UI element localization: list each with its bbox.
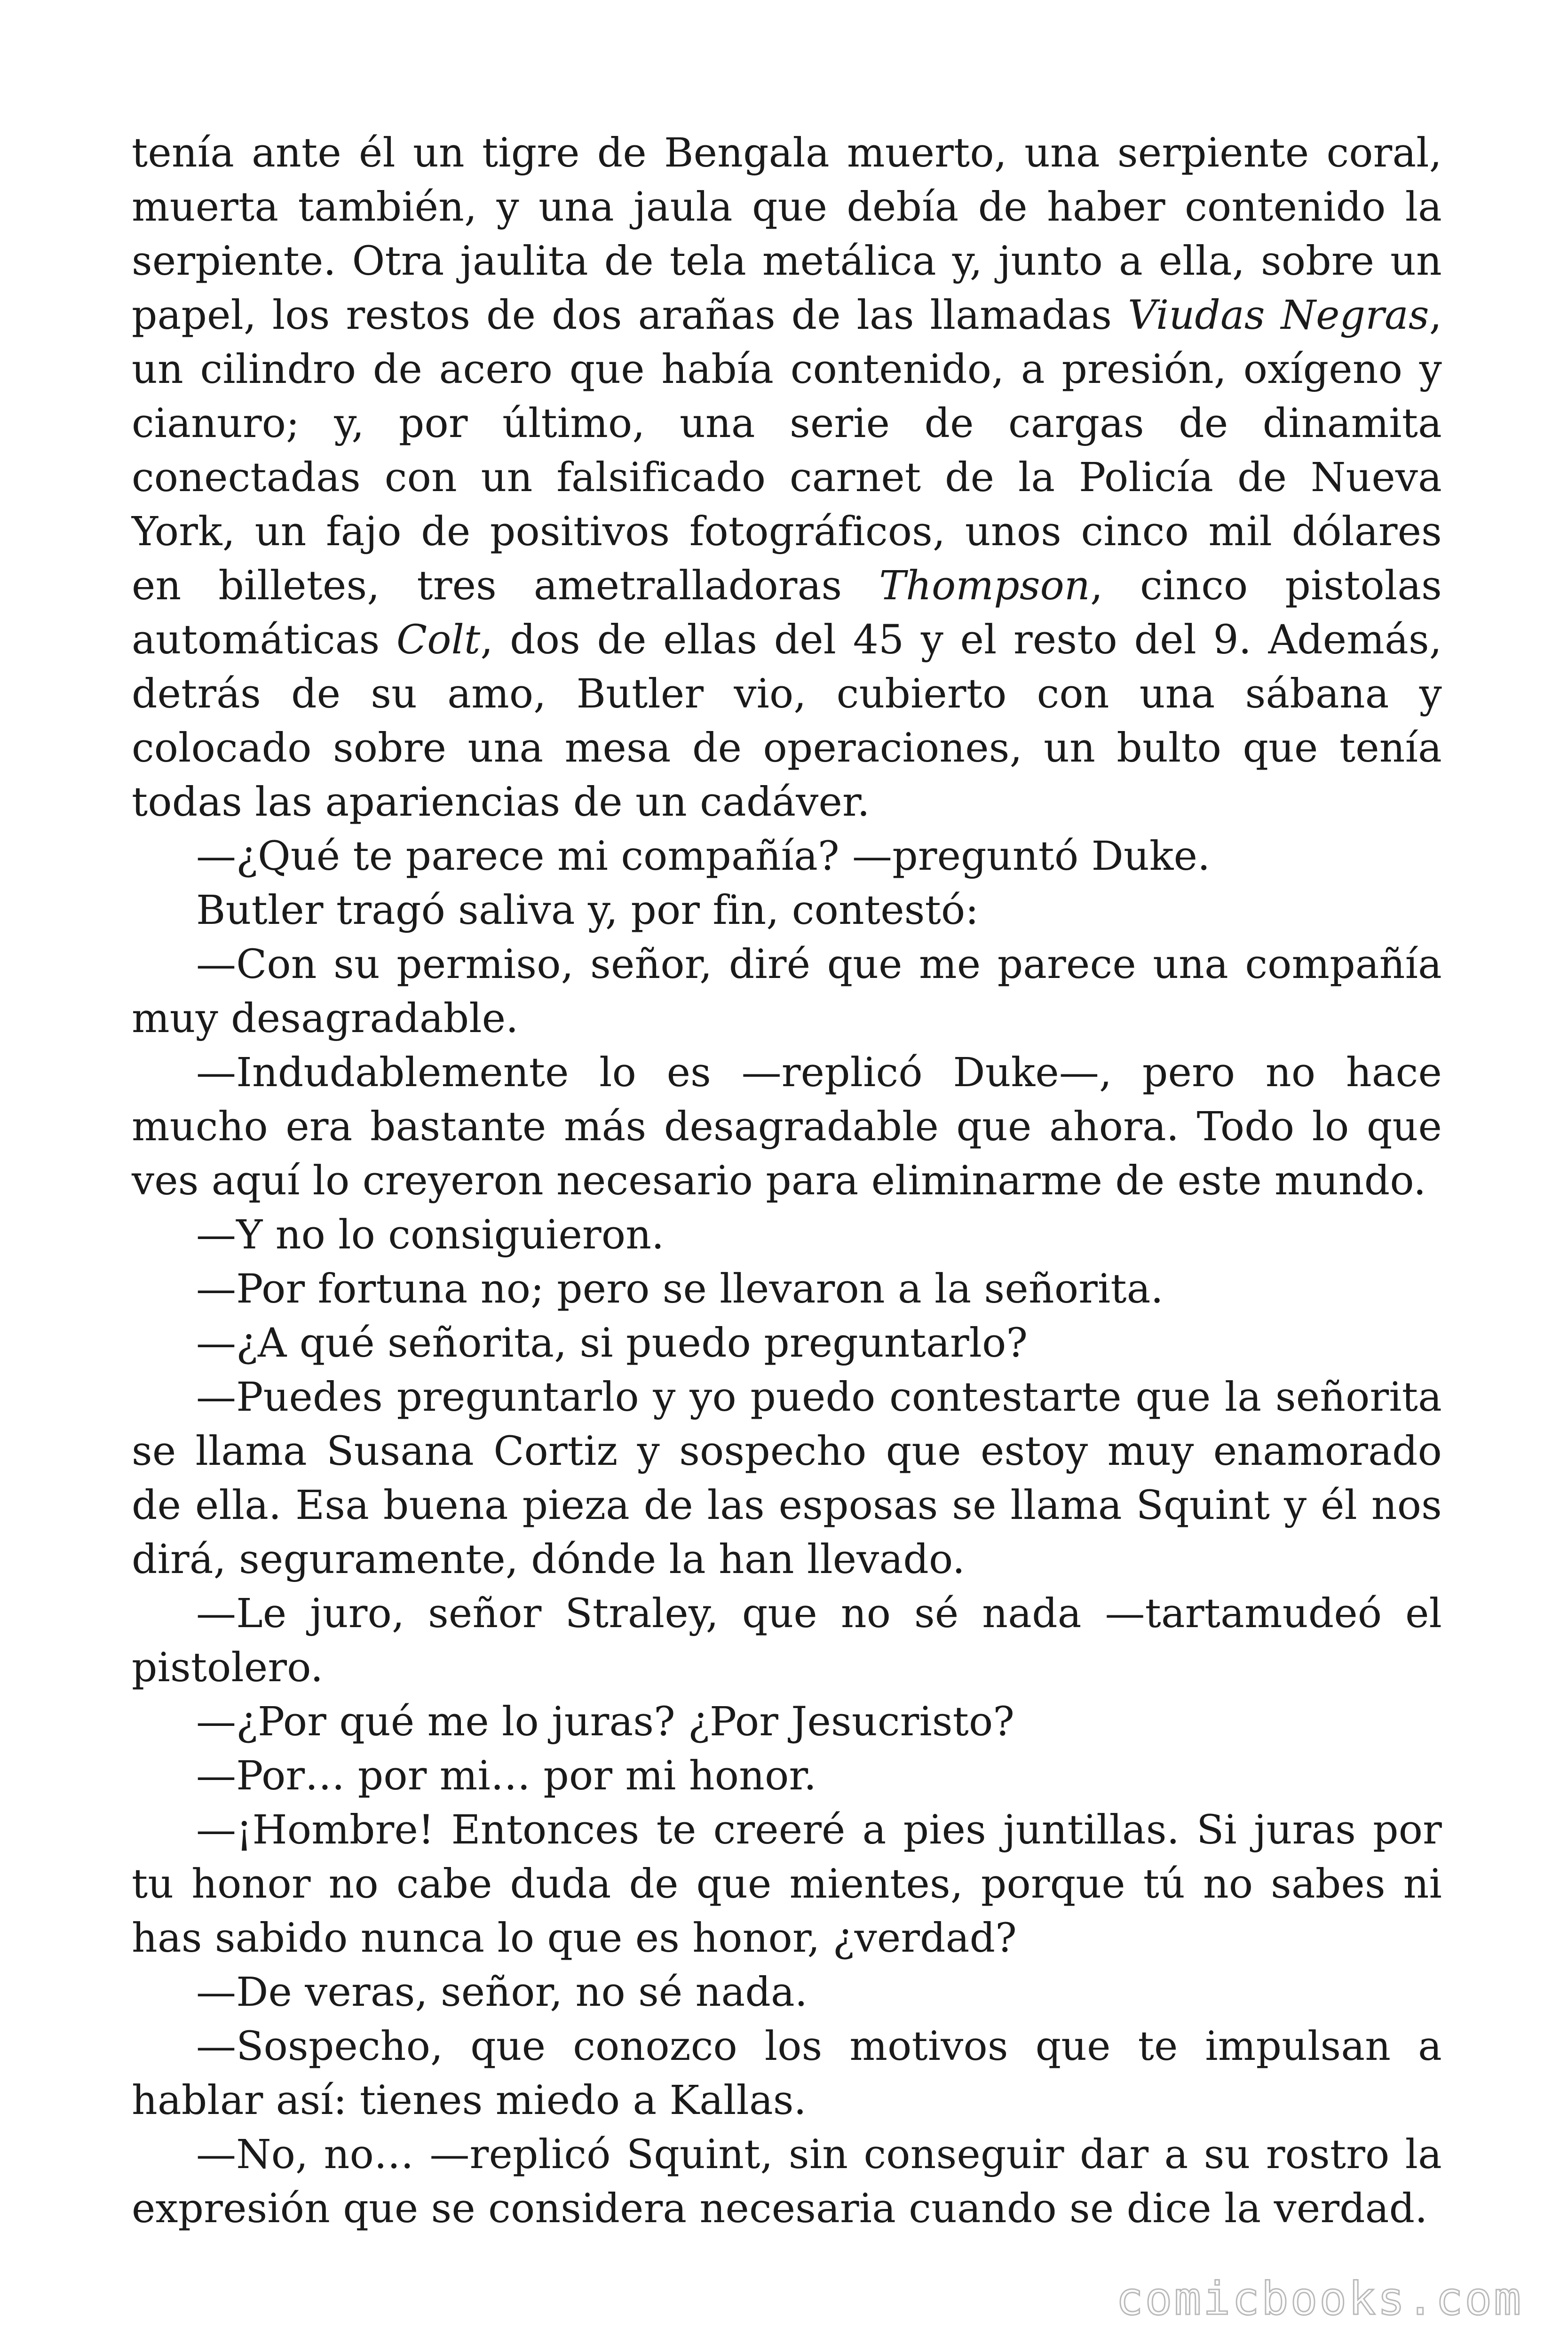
dialogue-paragraph [132,2019,1442,2128]
text-run: —Puedes preguntarlo y yo puedo contestarte que la señorita se llama Susana Cortiz y sospecho que estoy muy enamorado de ella. Esa buena pieza de las esposas se llama Squint y él nos dirá, seguramente, dónde la han llevado. [132,1374,1442,1583]
dialogue-paragraph [132,1749,1442,1803]
dialogue-paragraph [132,1803,1442,1965]
paragraph-continuation [132,126,1442,829]
text-run: —Le juro, señor Straley, que no sé nada —tartamudeó el pistolero. [132,1590,1442,1691]
text-run: —Sospecho, que conozco los motivos que te impulsan a hablar así: tienes miedo a Kallas. [132,2023,1442,2124]
body-text [132,126,1442,2236]
text-run: —Por… por mi… por mi honor. [196,1753,817,1799]
dialogue-paragraph [132,1965,1442,2019]
dialogue-paragraph [132,883,1442,938]
watermark: comicbooks.com [1116,2273,1523,2325]
dialogue-paragraph [132,1316,1442,1370]
dialogue-paragraph [132,829,1442,883]
text-run: —No, no… —replicó Squint, sin conseguir dar a su rostro la expresión que se considera necesaria cuando se dice la verdad. [132,2131,1442,2232]
dialogue-paragraph [132,938,1442,1046]
text-run: , dos de ellas del 45 y el resto del 9. Además, detrás de su amo, Butler vio, cubierto con una sábana y colocado sobre una mesa de operaciones, un bulto que tenía todas las apariencias de un cadáver. [132,617,1442,826]
dialogue-paragraph [132,1587,1442,1695]
text-run: tenía ante él un tigre de Bengala muerto, una serpiente coral, muerta también, y una jaula que debía de haber contenido la serpiente. Otra jaulita de tela metálica y, junto a ella, sobre un papel, los restos de dos arañas de las llamadas [132,130,1442,339]
dialogue-paragraph [132,1370,1442,1587]
text-run: Butler tragó saliva y, por fin, contestó: [196,887,979,934]
text-run: —¡Hombre! Entonces te creeré a pies juntillas. Si juras por tu honor no cabe duda de que mientes, porque tú no sabes ni has sabido nunca lo que es honor, ¿verdad? [132,1807,1442,1962]
dialogue-paragraph [132,1695,1442,1749]
text-run: , cinco pistolas automáticas [132,563,1442,663]
text-run: —Y no lo consiguieron. [196,1212,665,1258]
dialogue-paragraph [132,1208,1442,1262]
dialogue-paragraph [132,1046,1442,1208]
text-run: —Con su permiso, señor, diré que me parece una compañía muy desagradable. [132,941,1442,1042]
text-run: —¿Por qué me lo juras? ¿Por Jesucristo? [196,1699,1015,1745]
italic-text: Colt [396,617,481,663]
text-run: —¿Qué te parece mi compañía? —preguntó Duke. [196,833,1211,880]
text-run: —¿A qué señorita, si puedo preguntarlo? [196,1320,1028,1367]
dialogue-paragraph [132,1262,1442,1316]
dialogue-paragraph [132,2128,1442,2236]
text-run: —De veras, señor, no sé nada. [196,1969,808,2016]
italic-text: Thompson [879,563,1090,609]
text-run: , un cilindro de acero que había contenido, a presión, oxígeno y cianuro; y, por último, una serie de cargas de dinamita conectadas con un falsificado carnet de la Policía de Nueva York, un fajo de positivos fotográficos, unos cinco mil dólares en billetes, tres ametralladoras [132,292,1442,609]
italic-text: Viudas Negras [1127,292,1429,339]
text-run: —Indudablemente lo es —replicó Duke—, pero no hace mucho era bastante más desagradable que ahora. Todo lo que ves aquí lo creyeron necesario para eliminarme de este mundo. [132,1049,1442,1204]
text-run: —Por fortuna no; pero se llevaron a la señorita. [196,1266,1164,1312]
